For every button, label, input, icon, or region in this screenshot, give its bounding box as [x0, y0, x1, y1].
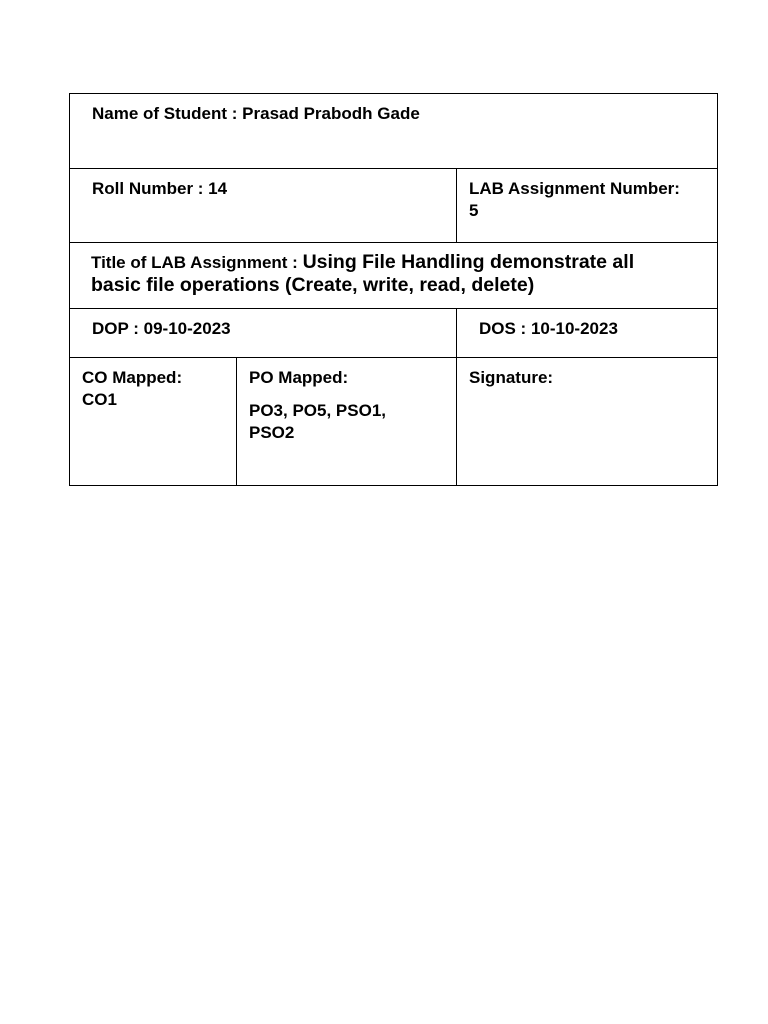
row-mapping-and-signature	[70, 358, 717, 486]
po-mapped-cell	[236, 358, 456, 486]
dos-cell	[456, 309, 719, 357]
date-of-performance: DOP : 09-10-2023	[92, 319, 231, 338]
row-student-name	[70, 94, 717, 169]
roll-number: Roll Number : 14	[92, 179, 228, 198]
assignment-title	[91, 251, 634, 297]
lab-assignment-header-table	[69, 93, 718, 486]
title-value-line1: Using File Handling demonstrate all	[302, 251, 635, 273]
signature-label: Signature:	[469, 368, 554, 387]
assignment-number-cell	[456, 169, 719, 242]
row-assignment-title	[70, 243, 717, 309]
po-mapped-label: PO Mapped:	[249, 368, 349, 387]
signature-cell	[456, 358, 719, 486]
po-mapped-value: PO3, PO5, PSO1, PSO2	[249, 401, 387, 442]
co-mapped: CO Mapped: CO1	[82, 368, 183, 409]
title-value-line2: basic file operations (Create, write, read, delete)	[91, 274, 535, 296]
date-of-submission: DOS : 10-10-2023	[479, 319, 618, 338]
row-roll-and-assignment	[70, 169, 717, 243]
lab-assignment-number: LAB Assignment Number: 5	[469, 179, 680, 220]
row-dates	[70, 309, 717, 358]
student-name: Name of Student : Prasad Prabodh Gade	[92, 104, 420, 123]
title-label: Title of LAB Assignment :	[91, 253, 303, 272]
